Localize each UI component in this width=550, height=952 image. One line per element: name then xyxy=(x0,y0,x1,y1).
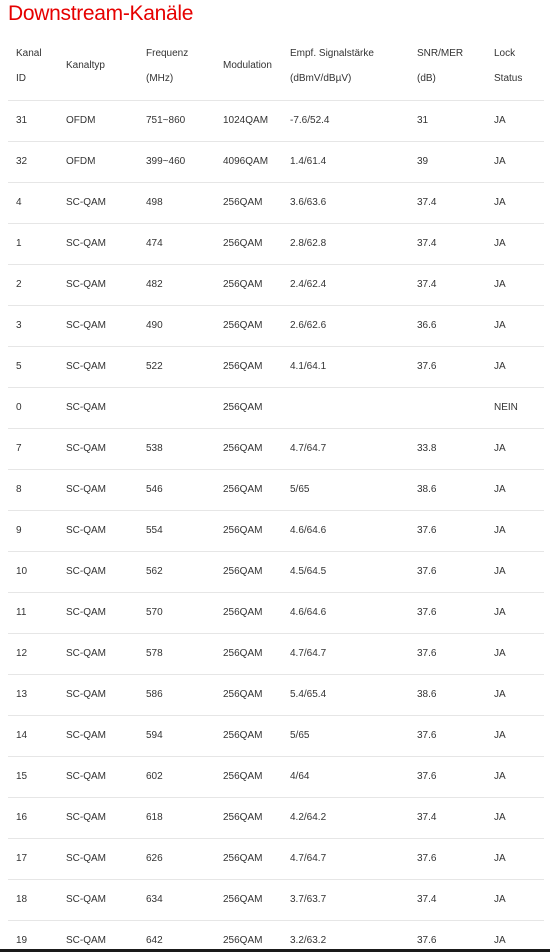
cell-snr-mer: 37.4 xyxy=(417,894,437,905)
cell-channel-type: SC-QAM xyxy=(66,771,106,782)
column-header-lock-status-line2: Status xyxy=(494,73,523,84)
cell-snr-mer: 37.6 xyxy=(417,607,437,618)
column-header-channel-type: Kanaltyp xyxy=(66,60,105,71)
cell-channel-type: SC-QAM xyxy=(66,525,106,536)
cell-snr-mer: 37.4 xyxy=(417,197,437,208)
column-header-channel-id-line2: ID xyxy=(16,73,26,84)
cell-channel-type: SC-QAM xyxy=(66,197,106,208)
cell-modulation: 256QAM xyxy=(223,935,263,946)
cell-channel-id: 15 xyxy=(16,771,28,782)
cell-snr-mer: 37.6 xyxy=(417,648,437,659)
cell-lock-status: JA xyxy=(494,156,506,167)
cell-frequency: 538 xyxy=(146,443,163,454)
cell-lock-status: JA xyxy=(494,648,506,659)
column-header-signal-strength: Empf. Signalstärke xyxy=(290,48,374,59)
cell-signal-strength: 4/64 xyxy=(290,771,310,782)
cell-modulation: 256QAM xyxy=(223,812,263,823)
cell-channel-type: SC-QAM xyxy=(66,853,106,864)
cell-channel-id: 17 xyxy=(16,853,28,864)
cell-lock-status: JA xyxy=(494,689,506,700)
table-row xyxy=(8,511,544,552)
cell-modulation: 256QAM xyxy=(223,730,263,741)
cell-frequency: 522 xyxy=(146,361,163,372)
cell-snr-mer: 38.6 xyxy=(417,484,437,495)
table-row xyxy=(8,839,544,880)
cell-snr-mer: 39 xyxy=(417,156,429,167)
cell-snr-mer: 37.6 xyxy=(417,771,437,782)
table-row xyxy=(8,101,544,142)
cell-modulation: 256QAM xyxy=(223,197,263,208)
cell-channel-id: 0 xyxy=(16,402,22,413)
cell-modulation: 1024QAM xyxy=(223,115,269,126)
downstream-channels-table xyxy=(8,38,544,952)
cell-signal-strength: 3.7/63.7 xyxy=(290,894,327,905)
table-row xyxy=(8,142,544,183)
cell-frequency: 554 xyxy=(146,525,163,536)
cell-lock-status: JA xyxy=(494,730,506,741)
cell-frequency: 642 xyxy=(146,935,163,946)
cell-channel-type: SC-QAM xyxy=(66,279,106,290)
column-header-snr-mer-unit: (dB) xyxy=(417,73,436,84)
cell-modulation: 256QAM xyxy=(223,525,263,536)
cell-signal-strength: 2.6/62.6 xyxy=(290,320,327,331)
cell-channel-type: SC-QAM xyxy=(66,443,106,454)
cell-frequency: 546 xyxy=(146,484,163,495)
cell-snr-mer: 37.6 xyxy=(417,566,437,577)
cell-signal-strength: 4.2/64.2 xyxy=(290,812,327,823)
cell-channel-id: 5 xyxy=(16,361,22,372)
cell-lock-status: JA xyxy=(494,320,506,331)
table-row xyxy=(8,921,544,952)
cell-modulation: 256QAM xyxy=(223,320,263,331)
cell-signal-strength: 4.5/64.5 xyxy=(290,566,327,577)
table-row xyxy=(8,593,544,634)
table-row xyxy=(8,347,544,388)
cell-channel-type: SC-QAM xyxy=(66,812,106,823)
cell-snr-mer: 36.6 xyxy=(417,320,437,331)
cell-signal-strength: 4.7/64.7 xyxy=(290,443,327,454)
cell-lock-status: JA xyxy=(494,771,506,782)
cell-snr-mer: 37.6 xyxy=(417,730,437,741)
cell-lock-status: JA xyxy=(494,484,506,495)
cell-modulation: 4096QAM xyxy=(223,156,269,167)
cell-signal-strength: 5/65 xyxy=(290,730,310,741)
cell-signal-strength: 3.6/63.6 xyxy=(290,197,327,208)
cell-frequency: 490 xyxy=(146,320,163,331)
cell-lock-status: JA xyxy=(494,935,506,946)
cell-snr-mer: 33.8 xyxy=(417,443,437,454)
cell-modulation: 256QAM xyxy=(223,689,263,700)
table-body xyxy=(8,101,544,952)
table-row xyxy=(8,388,544,429)
cell-snr-mer: 37.6 xyxy=(417,935,437,946)
cell-channel-id: 13 xyxy=(16,689,28,700)
cell-modulation: 256QAM xyxy=(223,361,263,372)
cell-lock-status: JA xyxy=(494,361,506,372)
page-title: Downstream-Kanäle xyxy=(8,2,194,25)
cell-channel-id: 4 xyxy=(16,197,22,208)
table-row xyxy=(8,634,544,675)
cell-channel-type: SC-QAM xyxy=(66,484,106,495)
cell-channel-type: OFDM xyxy=(66,115,96,126)
cell-modulation: 256QAM xyxy=(223,484,263,495)
cell-snr-mer: 37.4 xyxy=(417,812,437,823)
table-row xyxy=(8,798,544,839)
cell-channel-id: 19 xyxy=(16,935,28,946)
cell-lock-status: JA xyxy=(494,197,506,208)
cell-signal-strength: -7.6/52.4 xyxy=(290,115,330,126)
cell-signal-strength: 5/65 xyxy=(290,484,310,495)
cell-channel-type: SC-QAM xyxy=(66,238,106,249)
cell-lock-status: JA xyxy=(494,443,506,454)
cell-channel-id: 10 xyxy=(16,566,28,577)
cell-signal-strength: 4.7/64.7 xyxy=(290,648,327,659)
cell-frequency: 474 xyxy=(146,238,163,249)
cell-lock-status: JA xyxy=(494,238,506,249)
cell-channel-id: 16 xyxy=(16,812,28,823)
cell-lock-status: JA xyxy=(494,279,506,290)
cell-frequency: 482 xyxy=(146,279,163,290)
cell-modulation: 256QAM xyxy=(223,402,263,413)
cell-snr-mer: 31 xyxy=(417,115,429,126)
cell-signal-strength: 5.4/65.4 xyxy=(290,689,327,700)
cell-channel-id: 31 xyxy=(16,115,28,126)
cell-modulation: 256QAM xyxy=(223,566,263,577)
table-row xyxy=(8,716,544,757)
table-row xyxy=(8,757,544,798)
cell-channel-type: SC-QAM xyxy=(66,402,106,413)
cell-signal-strength: 1.4/61.4 xyxy=(290,156,327,167)
cell-lock-status: JA xyxy=(494,894,506,905)
cell-modulation: 256QAM xyxy=(223,648,263,659)
cell-lock-status: JA xyxy=(494,525,506,536)
table-row xyxy=(8,224,544,265)
cell-channel-type: SC-QAM xyxy=(66,935,106,946)
cell-modulation: 256QAM xyxy=(223,771,263,782)
cell-modulation: 256QAM xyxy=(223,607,263,618)
cell-frequency: 586 xyxy=(146,689,163,700)
cell-channel-type: SC-QAM xyxy=(66,648,106,659)
cell-modulation: 256QAM xyxy=(223,238,263,249)
cell-channel-type: SC-QAM xyxy=(66,894,106,905)
cell-channel-type: SC-QAM xyxy=(66,730,106,741)
table-row xyxy=(8,429,544,470)
cell-frequency: 634 xyxy=(146,894,163,905)
cell-frequency: 751~860 xyxy=(146,115,186,126)
table-row xyxy=(8,470,544,511)
cell-channel-id: 7 xyxy=(16,443,22,454)
cell-channel-type: SC-QAM xyxy=(66,566,106,577)
cell-channel-id: 8 xyxy=(16,484,22,495)
cell-signal-strength: 2.4/62.4 xyxy=(290,279,327,290)
cell-lock-status: JA xyxy=(494,115,506,126)
cell-frequency: 602 xyxy=(146,771,163,782)
cell-lock-status: JA xyxy=(494,853,506,864)
cell-snr-mer: 38.6 xyxy=(417,689,437,700)
cell-snr-mer: 37.4 xyxy=(417,238,437,249)
cell-channel-id: 9 xyxy=(16,525,22,536)
column-header-lock-status: Lock xyxy=(494,48,516,59)
column-header-signal-strength-unit: (dBmV/dBµV) xyxy=(290,73,352,84)
cell-frequency: 594 xyxy=(146,730,163,741)
cell-channel-type: SC-QAM xyxy=(66,320,106,331)
table-row xyxy=(8,265,544,306)
cell-frequency: 578 xyxy=(146,648,163,659)
cell-lock-status: NEIN xyxy=(494,402,518,413)
cell-lock-status: JA xyxy=(494,607,506,618)
table-row xyxy=(8,183,544,224)
cell-modulation: 256QAM xyxy=(223,279,263,290)
cell-channel-id: 2 xyxy=(16,279,22,290)
column-header-modulation: Modulation xyxy=(223,60,272,71)
cell-signal-strength: 4.6/64.6 xyxy=(290,525,327,536)
cell-channel-id: 32 xyxy=(16,156,28,167)
cell-channel-id: 12 xyxy=(16,648,28,659)
cell-snr-mer: 37.6 xyxy=(417,853,437,864)
cell-frequency: 570 xyxy=(146,607,163,618)
cell-channel-id: 3 xyxy=(16,320,22,331)
cell-modulation: 256QAM xyxy=(223,853,263,864)
cell-snr-mer: 37.6 xyxy=(417,361,437,372)
cell-signal-strength: 2.8/62.8 xyxy=(290,238,327,249)
cell-modulation: 256QAM xyxy=(223,443,263,454)
table-row xyxy=(8,675,544,716)
cell-lock-status: JA xyxy=(494,566,506,577)
cell-channel-type: SC-QAM xyxy=(66,361,106,372)
table-row xyxy=(8,880,544,921)
table-row xyxy=(8,306,544,347)
column-header-snr-mer: SNR/MER xyxy=(417,48,464,59)
cell-modulation: 256QAM xyxy=(223,894,263,905)
cell-channel-type: OFDM xyxy=(66,156,96,167)
cell-lock-status: JA xyxy=(494,812,506,823)
cell-frequency: 626 xyxy=(146,853,163,864)
cell-frequency: 399~460 xyxy=(146,156,186,167)
cell-channel-id: 18 xyxy=(16,894,28,905)
cell-channel-type: SC-QAM xyxy=(66,689,106,700)
cell-signal-strength: 3.2/63.2 xyxy=(290,935,327,946)
column-header-frequency: Frequenz xyxy=(146,48,189,59)
cell-signal-strength: 4.7/64.7 xyxy=(290,853,327,864)
cell-channel-type: SC-QAM xyxy=(66,607,106,618)
cell-snr-mer: 37.4 xyxy=(417,279,437,290)
cell-channel-id: 14 xyxy=(16,730,28,741)
cell-signal-strength: 4.6/64.6 xyxy=(290,607,327,618)
column-header-frequency-unit: (MHz) xyxy=(146,73,174,84)
cell-snr-mer: 37.6 xyxy=(417,525,437,536)
cell-channel-id: 11 xyxy=(16,607,27,618)
table-row xyxy=(8,552,544,593)
table-header-row xyxy=(8,38,544,101)
cell-frequency: 562 xyxy=(146,566,163,577)
cell-channel-id: 1 xyxy=(16,238,22,249)
column-header-channel-id: Kanal xyxy=(16,48,42,59)
cell-signal-strength: 4.1/64.1 xyxy=(290,361,327,372)
cell-frequency: 498 xyxy=(146,197,163,208)
cell-frequency: 618 xyxy=(146,812,163,823)
